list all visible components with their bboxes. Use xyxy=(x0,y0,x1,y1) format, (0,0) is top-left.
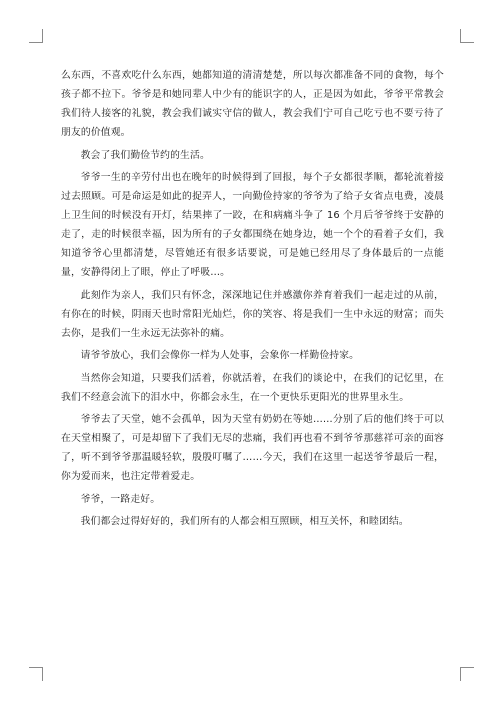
crop-mark-bottom-right xyxy=(460,667,474,681)
paragraph: 教会了我们勤俭节约的生活。 xyxy=(80,149,210,161)
paragraph: 我们都会过得好好的，我们所有的人都会相互照顾，相互关怀，和睦团结。 xyxy=(80,516,409,527)
crop-mark-bottom-left xyxy=(29,667,43,681)
paragraph: 此刻作为亲人，我们只有怀念，深深地记住并感激你养育着我们一起走过的从前，有你在的时候，阴雨天也时常阳光灿烂，你的笑容、将是我们一生中永远的财富；而失去你，是我们一生永远无法弥补的痛。 xyxy=(61,289,444,339)
paragraph: 爷爷一生的辛劳付出也在晚年的时候得到了回报，每个子女都很孝顺，都轮流着接过去照顾。可是命运是如此的捉弄人，一向勤俭持家的爷爷为了给子女省点电费，凌晨上卫生间的时候没有开灯，结果摔了一跤，在和病痛斗争了 16 个月后爷爷终于安静的走了，走的时候很幸福，因为所有的子女都围绕在她身边，她一个个的看着子女们，我知道爷爷心里都清楚，尽管她还有很多话要说，可是她已经用尽了身体最后的一点能量，安静得闭上了眼，停止了呼吸…。 xyxy=(61,172,444,278)
document-body xyxy=(61,66,444,535)
paragraph: 请爷爷放心，我们会像你一样为人处事，会象你一样勤俭持家。 xyxy=(80,350,360,361)
crop-mark-top-left xyxy=(29,29,43,43)
paragraph: 爷爷，一路走好。 xyxy=(80,493,161,505)
paragraph: 当然你会知道，只要我们活着，你就活着，在我们的谈论中，在我们的记忆里，在我们不经意会流下的泪水中，你都会永生，在一个更快乐更阳光的世界里永生。 xyxy=(61,372,444,403)
paragraph: 么东西，不喜欢吃什么东西，她都知道的清清楚楚，所以每次都准备不同的食物，每个孩子都不拉下。爷爷是和她同辈人中少有的能识字的人，正是因为如此，爷爷平常教会我们待人接客的礼貌，教会我们诚实守信的做人，教会我们宁可自己吃亏也不要亏待了朋友的价值观。 xyxy=(61,70,444,138)
paragraph: 爷爷去了天堂，她不会孤单，因为天堂有奶奶在等她……分别了后的他们终于可以在天堂相聚了，可是却留下了我们无尽的悲痛，我们再也看不到爷爷那慈祥可亲的面容了，听不到爷爷那温暖轻软，殷殷叮嘱了……今天，我们在这里一起送爷爷最后一程，你为爱而来，也注定带着爱走。 xyxy=(61,414,444,482)
crop-mark-top-right xyxy=(460,29,474,43)
